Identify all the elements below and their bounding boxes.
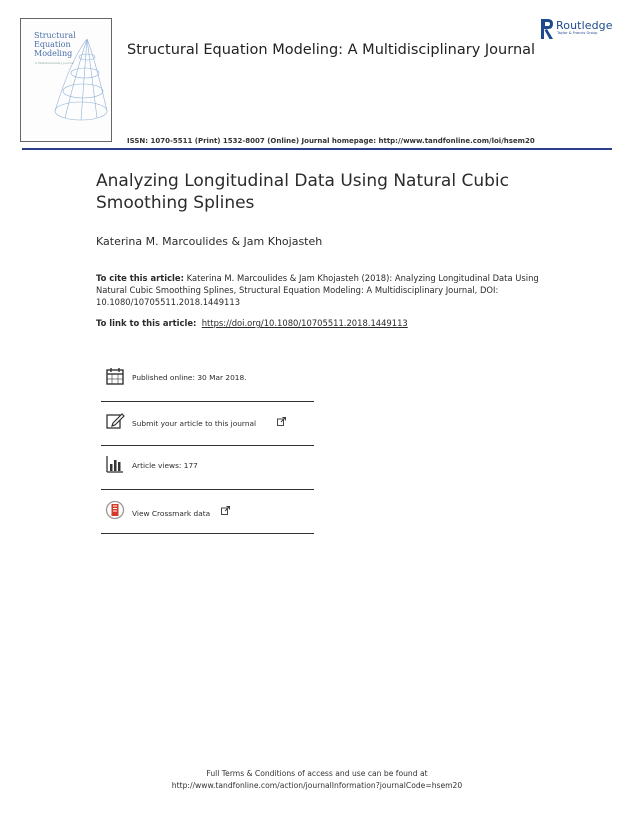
footer-terms-url[interactable]: http://www.tandfonline.com/action/journalInformation?journalCode=hsem20 bbox=[171, 781, 463, 790]
footer-terms-line: Full Terms & Conditions of access and use can be found at bbox=[206, 769, 428, 778]
article-actions-list bbox=[101, 358, 314, 534]
citation-block bbox=[96, 272, 546, 309]
citation-doi: 10.1080/10705511.2018.1449113 bbox=[96, 297, 241, 308]
link-label: To link to this article: bbox=[96, 318, 197, 328]
article-title: Analyzing Longitudinal Data Using Natural Cubic Smoothing Splines bbox=[96, 171, 509, 213]
published-online-item bbox=[101, 358, 314, 402]
article-authors: Katerina M. Marcoulides & Jam Khojasteh bbox=[96, 235, 323, 248]
crossmark-icon bbox=[105, 500, 125, 520]
published-online-label: Published online: 30 Mar 2018. bbox=[132, 373, 247, 382]
footer bbox=[0, 768, 634, 792]
journal-cover-image bbox=[20, 18, 112, 142]
routledge-r-icon bbox=[540, 18, 554, 40]
publisher-name: Routledge bbox=[556, 19, 613, 32]
article-doi-link[interactable]: https://doi.org/10.1080/10705511.2018.1449113 bbox=[201, 318, 408, 328]
journal-homepage-link[interactable]: http://www.tandfonline.com/loi/hsem20 bbox=[378, 137, 535, 145]
crossmark-label[interactable]: View Crossmark data bbox=[132, 509, 211, 518]
external-link-icon-2 bbox=[221, 506, 230, 515]
submit-article-label[interactable]: Submit your article to this journal bbox=[132, 419, 257, 428]
issn-line bbox=[127, 137, 535, 145]
cover-subtitle: A Multidisciplinary Journal bbox=[35, 61, 74, 65]
cover-title-line-2: Equation bbox=[34, 40, 71, 49]
crossmark-item[interactable] bbox=[101, 490, 314, 534]
citation-label: To cite this article: bbox=[96, 273, 184, 283]
submit-article-item[interactable] bbox=[101, 402, 314, 446]
external-link-icon bbox=[277, 417, 286, 426]
calendar-icon bbox=[105, 366, 125, 386]
journal-title[interactable]: Structural Equation Modeling: A Multidisciplinary Journal bbox=[127, 42, 536, 58]
article-link-block bbox=[96, 318, 408, 328]
bar-chart-icon bbox=[105, 454, 125, 474]
cover-title-line-1: Structural bbox=[34, 31, 76, 40]
article-views-label: Article views: 177 bbox=[132, 461, 198, 470]
publisher-logo[interactable] bbox=[540, 18, 618, 40]
publisher-tagline: Taylor & Francis Group bbox=[557, 31, 598, 35]
citation-text: Katerina M. Marcoulides & Jam Khojasteh (2018): Analyzing Longitudinal Data Using Natural Cubic Smoothing Splines, Structural Equation Modeling: A Multidisciplinary Journal, DOI: bbox=[96, 273, 539, 296]
header-divider bbox=[22, 148, 612, 150]
article-views-item bbox=[101, 446, 314, 490]
submit-icon bbox=[105, 411, 125, 431]
issn-text: ISSN: 1070-5511 (Print) 1532-8007 (Online) Journal homepage: bbox=[127, 137, 379, 145]
cover-title-line-3: Modeling bbox=[34, 49, 73, 58]
